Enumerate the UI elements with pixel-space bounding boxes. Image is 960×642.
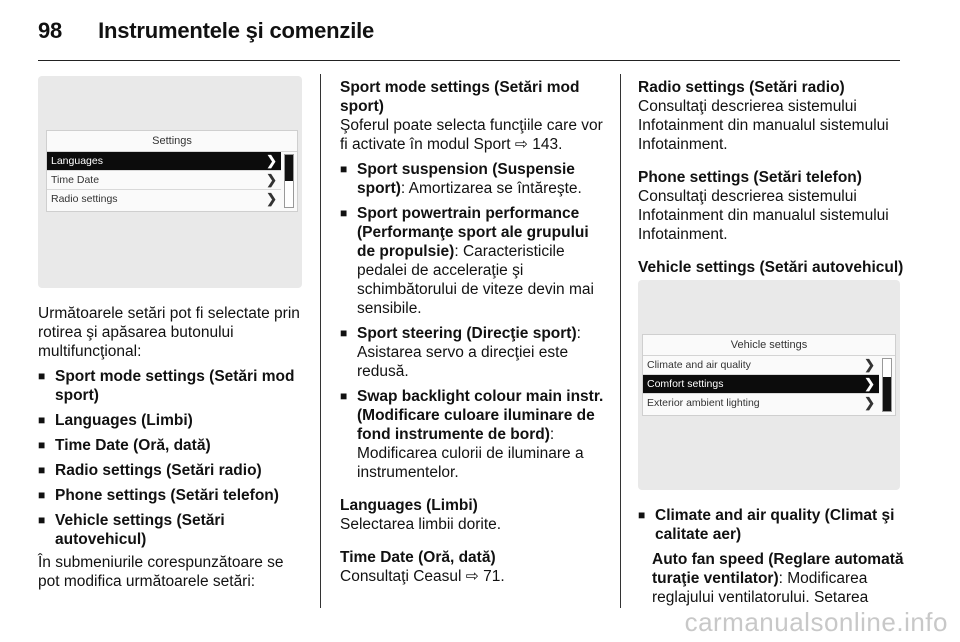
bullet-icon: ■ <box>38 513 46 527</box>
section-paragraph: Consultaţi descrierea sistemului Infotainment din manualul sistemului Infotainment. <box>638 98 889 153</box>
bullet-icon: ■ <box>340 326 348 340</box>
section-heading: Vehicle settings (Setări autovehicul) <box>638 259 904 276</box>
column-3-lower <box>638 506 906 607</box>
sub-paragraph <box>638 550 906 607</box>
page-number: 98 <box>38 18 63 43</box>
page-header <box>38 18 374 48</box>
bullet-icon: ■ <box>340 162 348 176</box>
bullet-icon: ■ <box>38 369 46 383</box>
bullet-desc: : Modificarea culorii de iluminare a instrumentelor. <box>357 426 584 481</box>
bullet-item <box>38 511 308 549</box>
bullet-text <box>357 387 608 482</box>
watermark: carmanualsonline.info <box>684 607 948 637</box>
bullet-text: Time Date (Oră, dată) <box>55 437 211 454</box>
header-rule <box>38 60 900 61</box>
paragraph-text: Consultaţi Ceasul <box>340 568 462 585</box>
page-title: Instrumentele şi comenzile <box>98 18 375 43</box>
column-2 <box>340 78 608 586</box>
bullet-item <box>38 436 308 455</box>
column-divider <box>620 74 621 608</box>
menu-item-label: Comfort settings <box>647 378 724 390</box>
sub-text: : Modificarea reglajului ventilatorului. Setarea <box>652 570 869 606</box>
chevron-right-icon: ❯ <box>266 153 277 168</box>
section-heading: Sport mode settings (Setări mod sport) <box>340 79 580 115</box>
bullet-text: Radio settings (Setări radio) <box>55 462 262 479</box>
bullet-icon: ■ <box>38 463 46 477</box>
bullet-text <box>357 160 608 198</box>
bullet-item <box>38 367 308 405</box>
bullet-bold: Sport steering (Direcţie sport) <box>357 325 577 342</box>
menu-item-radio-settings <box>47 190 281 208</box>
chevron-right-icon: ❯ <box>864 395 875 410</box>
page-ref: 143. <box>532 136 563 153</box>
bullet-icon: ■ <box>638 508 646 522</box>
menu-title: Vehicle settings <box>643 335 895 356</box>
section-paragraph: Selectarea limbii dorite. <box>340 516 502 533</box>
settings-screen-illustration <box>38 76 302 288</box>
chevron-right-icon: ❯ <box>266 172 277 187</box>
bullet-item <box>340 324 608 381</box>
section-paragraph <box>340 567 608 586</box>
menu-scrollbar <box>882 358 892 412</box>
paragraph-text: Şoferul poate selecta funcţiile care vor fi activate în modul Sport <box>340 117 603 153</box>
bullet-text <box>357 324 608 381</box>
menu-title: Settings <box>47 131 297 152</box>
arrow-ref-icon: ⇨ <box>514 136 528 153</box>
arrow-ref-icon: ⇨ <box>465 568 479 585</box>
outro-paragraph: În submeniurile corespunzătoare se pot modifica următoarele setări: <box>38 554 284 590</box>
bullet-icon: ■ <box>340 206 348 220</box>
section-paragraph <box>340 116 608 154</box>
section-paragraph: Consultaţi descrierea sistemului Infotainment din manualul sistemului Infotainment. <box>638 188 889 243</box>
bullet-text: Languages (Limbi) <box>55 412 193 429</box>
bullet-desc: : Amortizarea se întăreşte. <box>400 180 582 197</box>
section-heading: Radio settings (Setări radio) <box>638 79 845 96</box>
chevron-right-icon: ❯ <box>864 376 875 391</box>
column-3 <box>638 78 906 277</box>
bullet-text <box>357 204 608 318</box>
menu-item-exterior-lighting <box>643 394 879 412</box>
menu-item-languages <box>47 152 281 171</box>
section-heading: Languages (Limbi) <box>340 497 478 514</box>
bullet-bold: Swap backlight colour main instr. (Modificare culoare iluminare de fond instrumente de bord) <box>357 388 604 443</box>
bullet-item <box>38 486 308 505</box>
scrollbar-thumb <box>285 155 293 181</box>
vehicle-settings-menu-panel <box>642 334 896 416</box>
intro-paragraph: Următoarele setări pot fi selectate prin rotirea şi apăsarea butonului multifuncţional: <box>38 305 300 360</box>
settings-menu-panel <box>46 130 298 212</box>
column-divider <box>320 74 321 608</box>
bullet-bold: Sport powertrain performance (Performanţe sport ale grupului de propulsie) <box>357 205 589 260</box>
bullet-icon: ■ <box>38 438 46 452</box>
menu-item-comfort <box>643 375 879 394</box>
chevron-right-icon: ❯ <box>864 357 875 372</box>
menu-item-label: Time Date <box>51 174 100 186</box>
menu-item-label: Climate and air quality <box>647 359 751 371</box>
bullet-icon: ■ <box>38 488 46 502</box>
chevron-right-icon: ❯ <box>266 191 277 206</box>
scrollbar-thumb <box>883 377 891 411</box>
menu-scrollbar <box>284 154 294 208</box>
menu-item-label: Exterior ambient lighting <box>647 397 760 409</box>
bullet-item <box>340 204 608 318</box>
column-1 <box>38 304 308 591</box>
bullet-item <box>340 160 608 198</box>
bullet-text: Phone settings (Setări telefon) <box>55 487 279 504</box>
sub-bold: Auto fan speed (Reglare automată turaţie ventilator) <box>652 551 904 587</box>
bullet-bold: Sport suspension (Suspensie sport) <box>357 161 575 197</box>
bullet-text: Vehicle settings (Setări autovehicul) <box>55 512 225 548</box>
bullet-desc: : Caracteristicile pedalei de acceleraţie şi schimbătorului de viteze devin mai sensibile. <box>357 243 594 317</box>
bullet-text: Sport mode settings (Setări mod sport) <box>55 368 295 404</box>
bullet-icon: ■ <box>340 389 348 403</box>
bullet-item <box>38 411 308 430</box>
bullet-item <box>638 506 906 544</box>
page-ref: 71. <box>483 568 505 585</box>
vehicle-settings-screen-illustration <box>638 280 900 490</box>
bullet-icon: ■ <box>38 413 46 427</box>
bullet-desc: : Asistarea servo a direcţiei este redusă. <box>357 325 581 380</box>
menu-item-climate <box>643 356 879 375</box>
menu-item-label: Radio settings <box>51 193 118 205</box>
section-heading: Phone settings (Setări telefon) <box>638 169 862 186</box>
section-heading: Time Date (Oră, dată) <box>340 549 496 566</box>
bullet-item <box>340 387 608 482</box>
menu-item-time-date <box>47 171 281 190</box>
bullet-text: Climate and air quality (Climat şi calitate aer) <box>655 507 895 543</box>
bullet-item <box>38 461 308 480</box>
menu-item-label: Languages <box>51 155 103 167</box>
